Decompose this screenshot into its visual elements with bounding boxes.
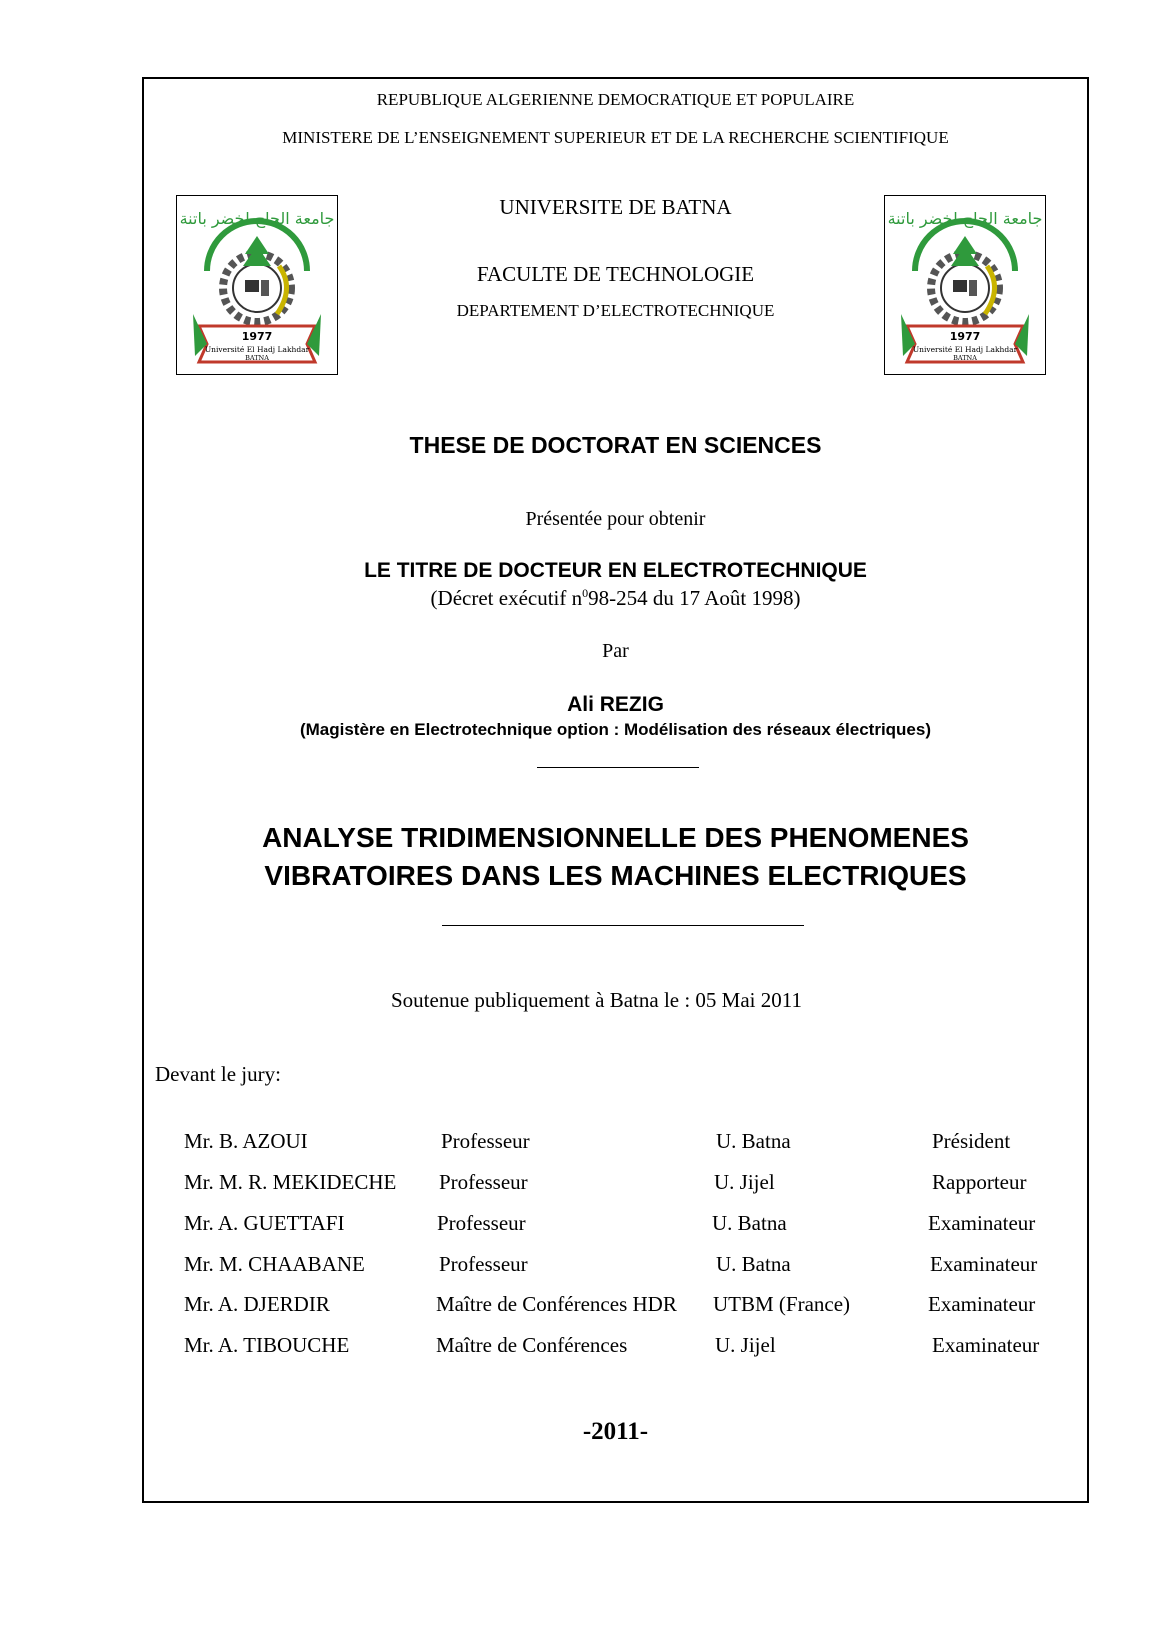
jury-role: Examinateur: [928, 1211, 1036, 1235]
jury-rank: Maître de Conférences HDR: [436, 1292, 677, 1316]
jury-role: Examinateur: [932, 1333, 1040, 1357]
jury-rank: Professeur: [439, 1170, 528, 1194]
faculty-name: FACULTE DE TECHNOLOGIE: [476, 262, 755, 286]
ministry-heading: MINISTERE DE L’ENSEIGNEMENT SUPERIEUR ET DE LA RECHERCHE SCIENTIFIQUE: [282, 128, 949, 147]
logo-city: BATNA: [245, 354, 269, 362]
logo-arabic-name: جامعة الحاج لخضر باتنة: [887, 209, 1043, 228]
jury-row: [144, 1292, 1087, 1322]
jury-row: [144, 1211, 1087, 1241]
jury-rank: Professeur: [441, 1129, 530, 1153]
jury-institution: U. Batna: [716, 1252, 791, 1276]
author-name: Ali REZIG: [567, 693, 664, 716]
jury-name: Mr. A. DJERDIR: [184, 1292, 330, 1316]
degree-title: LE TITRE DE DOCTEUR EN ELECTROTECHNIQUE: [364, 559, 867, 582]
by-label: Par: [602, 640, 629, 662]
logo-arabic-name: جامعة الحاج لخضر باتنة: [179, 209, 335, 228]
jury-row: [144, 1170, 1087, 1200]
thesis-type: THESE DE DOCTORAT EN SCIENCES: [409, 432, 822, 458]
logo-year: 1977: [241, 330, 273, 343]
jury-row: [144, 1252, 1087, 1282]
jury-heading: Devant le jury:: [155, 1062, 281, 1086]
thesis-year: -2011-: [582, 1418, 649, 1445]
jury-institution: U. Batna: [712, 1211, 787, 1235]
divider-short: [537, 767, 699, 768]
logo-year: 1977: [949, 330, 981, 343]
jury-row: [144, 1333, 1087, 1363]
jury-name: Mr. A. TIBOUCHE: [184, 1333, 350, 1357]
jury-role: Examinateur: [930, 1252, 1038, 1276]
jury-role: Examinateur: [928, 1292, 1036, 1316]
author-degree: (Magistère en Electrotechnique option : Modélisation des réseaux électriques): [299, 720, 932, 739]
department-name: DEPARTEMENT D’ELECTROTECHNIQUE: [456, 301, 775, 320]
thesis-title-line1: ANALYSE TRIDIMENSIONNELLE DES PHENOMENES: [262, 822, 969, 853]
jury-name: Mr. M. CHAABANE: [184, 1252, 365, 1276]
jury-role: Rapporteur: [932, 1170, 1027, 1194]
jury-name: Mr. M. R. MEKIDECHE: [184, 1170, 397, 1194]
defense-date: Soutenue publiquement à Batna le : 05 Mai 2011: [391, 988, 802, 1012]
page-border: [142, 77, 1089, 1503]
university-name: UNIVERSITE DE BATNA: [499, 195, 732, 219]
jury-rank: Professeur: [437, 1211, 526, 1235]
divider-long: [442, 925, 804, 926]
thesis-title-line2: VIBRATOIRES DANS LES MACHINES ELECTRIQUES: [264, 860, 967, 891]
jury-rank: Professeur: [439, 1252, 528, 1276]
logo-ribbon-text: Université El Hadj Lakhdar: [912, 345, 1018, 354]
jury-rank: Maître de Conférences: [436, 1333, 628, 1357]
republic-heading: REPUBLIQUE ALGERIENNE DEMOCRATIQUE ET POPULAIRE: [376, 90, 855, 109]
jury-name: Mr. A. GUETTAFI: [184, 1211, 345, 1235]
jury-institution: UTBM (France): [713, 1292, 851, 1316]
jury-name: Mr. B. AZOUI: [184, 1129, 308, 1153]
jury-institution: U. Jijel: [714, 1170, 775, 1194]
jury-row: [144, 1129, 1087, 1159]
decree-reference: (Décret exécutif $n^098-254$ du 17 Août 1998): [430, 586, 801, 610]
logo-ribbon-text: Université El Hadj Lakhdar: [204, 345, 310, 354]
jury-institution: U. Jijel: [715, 1333, 776, 1357]
logo-city: BATNA: [953, 354, 977, 362]
jury-role: Président: [932, 1129, 1011, 1153]
presented-for: Présentée pour obtenir: [525, 508, 706, 530]
jury-institution: U. Batna: [716, 1129, 791, 1153]
